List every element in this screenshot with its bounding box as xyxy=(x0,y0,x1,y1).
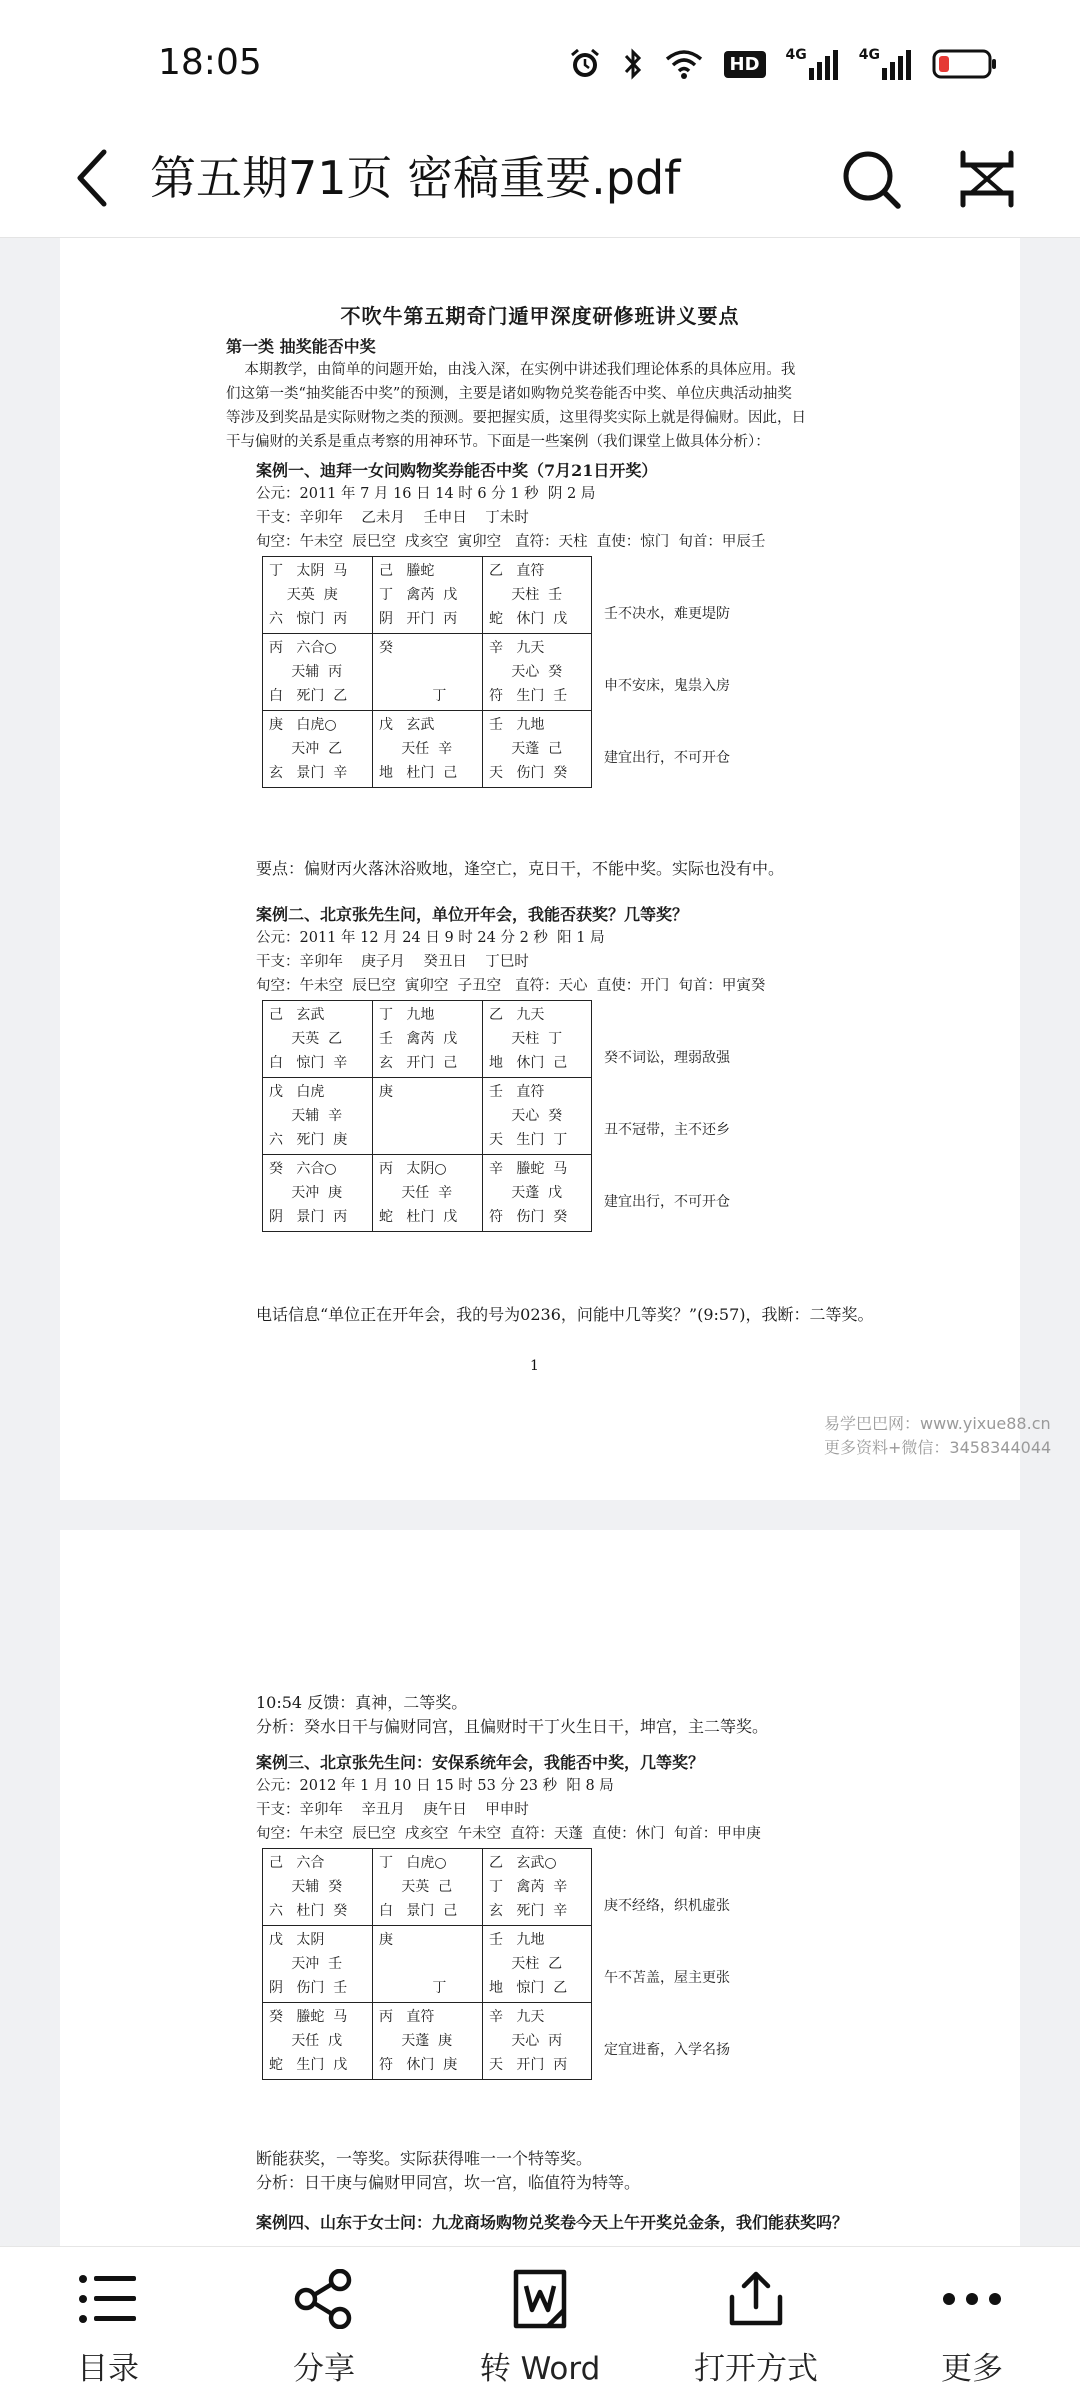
note-line: 定宜进畜，入学名扬 xyxy=(604,2042,730,2058)
palace-line: 丁 白虎○ xyxy=(379,1855,447,1871)
palace-line xyxy=(379,1952,476,1976)
case2-info-line: 旬空：午未空 辰巳空 寅卯空 子丑空 直符：天心 直使：开门 旬首：甲寅癸 xyxy=(256,978,766,994)
palace-line: 符 生门 壬 xyxy=(489,688,568,704)
palace-line: 己 六合 xyxy=(269,1855,325,1871)
case3-info-line: 干支：辛卯年 辛丑月 庚午日 甲申时 xyxy=(256,1802,529,1818)
palace-line: 丁 太阴 马 xyxy=(269,563,348,579)
palace-line: 天英 庚 xyxy=(269,587,338,603)
chart-palace xyxy=(372,557,482,633)
note-line: 建宜出行，不可开仓 xyxy=(604,1194,730,1210)
case3-analysis: 分析：日干庚与偏财甲同宫，坎一宫，临值符为特等。 xyxy=(256,2173,641,2192)
palace-line: 天冲 乙 xyxy=(269,741,343,757)
palace-line: 辛 九天 xyxy=(489,640,545,656)
note-line: 癸不词讼，理弱敌强 xyxy=(604,1050,730,1066)
case2-chart xyxy=(262,1000,592,1232)
palace-line: 戊 太阴 xyxy=(269,1932,325,1948)
chart-row xyxy=(262,633,592,710)
toolbar-label: 更多 xyxy=(941,2351,1003,2387)
watermark-line: 更多资料+微信：3458344044 xyxy=(824,1438,1052,1457)
more-icon xyxy=(940,2267,1004,2331)
toolbar-label: 目录 xyxy=(77,2351,139,2387)
palace-line: 蛇 生门 戊 xyxy=(269,2057,348,2073)
chart-palace xyxy=(372,1849,482,1925)
search-icon xyxy=(840,148,902,210)
case2-title: 案例二、北京张先生问，单位开年会，我能否获奖？几等奖？ xyxy=(256,905,689,924)
palace-line: 丙 六合○ xyxy=(269,640,337,656)
hd-icon: HD xyxy=(724,51,766,78)
palace-line: 天 伤门 癸 xyxy=(489,765,568,781)
palace-line xyxy=(379,1128,476,1152)
palace-line: 己 玄武 xyxy=(269,1007,325,1023)
open-with-icon xyxy=(724,2267,788,2331)
palace-line: 乙 玄武○ xyxy=(489,1855,557,1871)
chart-palace xyxy=(482,1001,592,1077)
chart-palace xyxy=(372,1926,482,2002)
case2-phone-info: 电话信息“单位正在开年会，我的号为0236，问能中几等奖？”(9:57)，我断：二等奖。 xyxy=(256,1305,874,1324)
palace-line: 癸 xyxy=(379,640,393,656)
palace-line: 天任 辛 xyxy=(379,1185,453,1201)
expand-button[interactable] xyxy=(952,144,1022,214)
chart-palace xyxy=(482,2003,592,2079)
chart-row xyxy=(262,1000,592,1077)
chart-palace xyxy=(372,1155,482,1231)
palace-line: 白 景门 己 xyxy=(379,1903,458,1919)
chart-palace xyxy=(372,711,482,787)
back-button[interactable] xyxy=(60,142,124,214)
palace-line: 癸 六合○ xyxy=(269,1161,337,1177)
case2-info-line: 公元：2011 年 12 月 24 日 9 时 24 分 2 秒 阳 1 局 xyxy=(256,930,605,946)
case4-title: 案例四、山东于女士问：九龙商场购物兑奖卷今天上午开奖兑金条，我们能获奖吗？ xyxy=(256,2213,849,2232)
case2-note xyxy=(604,998,730,1262)
palace-line: 壬 九地 xyxy=(489,1932,545,1948)
palace-line: 白 死门 乙 xyxy=(269,688,348,704)
status-icons xyxy=(568,44,998,84)
palace-line xyxy=(379,660,476,684)
section-title: 第一类 抽奖能否中奖 xyxy=(226,337,376,356)
palace-line: 丙 太阴○ xyxy=(379,1161,447,1177)
palace-line: 天柱 丁 xyxy=(489,1031,563,1047)
watermark-line: 易学巴巴网：www.yixue88.cn xyxy=(824,1414,1051,1433)
document-title: 第五期71页 密稿重要.pdf xyxy=(150,151,681,205)
chart-row xyxy=(262,710,592,788)
case2-info-line: 干支：辛卯年 庚子月 癸丑日 丁巳时 xyxy=(256,954,529,970)
intro-line: 本期教学，由简单的问题开始，由浅入深，在实例中讲述我们理论体系的具体应用。我 xyxy=(226,362,796,378)
case3-title: 案例三、北京张先生问：安保系统年会，我能否中奖，几等奖？ xyxy=(256,1753,705,1772)
case2-info xyxy=(256,926,765,998)
palace-line: 天英 乙 xyxy=(269,1031,343,1047)
intro-paragraph xyxy=(226,358,806,454)
palace-line: 符 休门 庚 xyxy=(379,2057,458,2073)
chart-palace xyxy=(262,2003,372,2079)
chart-palace xyxy=(372,1078,482,1154)
toc-button[interactable] xyxy=(0,2247,216,2400)
palace-line: 玄 景门 辛 xyxy=(269,765,348,781)
chart-palace xyxy=(482,1926,592,2002)
pdf-page-2 xyxy=(60,1530,1020,2246)
watermark xyxy=(824,1412,1051,1460)
palace-line: 天心 癸 xyxy=(489,664,563,680)
intro-line: 们这第一类“抽奖能否中奖”的预测，主要是诸如购物兑奖卷能否中奖、单位庆典活动抽奖 xyxy=(226,386,792,402)
intro-line: 干与偏财的关系是重点考察的用神环节。下面是一些案例（我们课堂上做具体分析）： xyxy=(226,434,770,450)
chart-palace xyxy=(482,1078,592,1154)
palace-line: 天辅 癸 xyxy=(269,1879,343,1895)
palace-line: 天柱 壬 xyxy=(489,587,563,603)
palace-line: 辛 螣蛇 马 xyxy=(489,1161,568,1177)
chart-palace xyxy=(262,557,372,633)
palace-line: 天 开门 丙 xyxy=(489,2057,568,2073)
alarm-icon xyxy=(568,47,602,81)
chart-palace xyxy=(482,1155,592,1231)
note-line: 丑不冠带，主不还乡 xyxy=(604,1122,730,1138)
intro-line: 等涉及到奖品是实际财物之类的预测。要把握实质，这里得奖实际上就是得偏财。因此，日 xyxy=(226,410,806,426)
wifi-icon xyxy=(664,48,704,80)
chevron-left-icon xyxy=(72,148,112,208)
share-icon xyxy=(292,2267,356,2331)
palace-line: 蛇 休门 戊 xyxy=(489,611,568,627)
open-with-button[interactable] xyxy=(648,2247,864,2400)
chart-palace xyxy=(262,1926,372,2002)
palace-line: 戊 玄武 xyxy=(379,717,435,733)
pdf-viewer[interactable] xyxy=(0,238,1080,2246)
palace-line: 天任 辛 xyxy=(379,741,453,757)
palace-line: 蛇 杜门 戊 xyxy=(379,1209,458,1225)
palace-line: 庚 白虎○ xyxy=(269,717,337,733)
feedback-text: 10:54 反馈：真神，二等奖。 xyxy=(256,1693,468,1712)
palace-line: 天蓬 庚 xyxy=(379,2033,453,2049)
palace-line: 己 螣蛇 xyxy=(379,563,435,579)
chart-palace xyxy=(262,711,372,787)
chart-palace xyxy=(482,1849,592,1925)
pdf-page-1 xyxy=(60,238,1020,1500)
battery-low-icon xyxy=(932,48,998,80)
palace-line: 六 惊门 丙 xyxy=(269,611,348,627)
palace-line xyxy=(379,1104,476,1128)
chart-row xyxy=(262,1077,592,1154)
status-bar xyxy=(0,0,1080,120)
case1-note xyxy=(604,554,730,818)
palace-line: 地 惊门 乙 xyxy=(489,1980,568,1996)
chart-palace xyxy=(262,1849,372,1925)
chart-palace xyxy=(262,1155,372,1231)
case3-info xyxy=(256,1774,761,1846)
palace-line: 玄 死门 辛 xyxy=(489,1903,568,1919)
palace-line: 庚 xyxy=(379,1932,393,1948)
note-line: 壬不决水，难更堤防 xyxy=(604,606,730,622)
toolbar-label: 转 Word xyxy=(479,2351,601,2387)
palace-line: 庚 xyxy=(379,1084,393,1100)
share-button[interactable] xyxy=(216,2247,432,2400)
chart-palace xyxy=(482,634,592,710)
chart-palace xyxy=(372,2003,482,2079)
palace-line: 壬 直符 xyxy=(489,1084,545,1100)
chart-row xyxy=(262,1925,592,2002)
chart-row xyxy=(262,1154,592,1232)
palace-line: 玄 开门 己 xyxy=(379,1055,458,1071)
case1-info xyxy=(256,482,765,554)
chart-palace xyxy=(262,634,372,710)
search-button[interactable] xyxy=(836,144,906,214)
convert-word-button[interactable] xyxy=(432,2247,648,2400)
palace-line: 丁 禽芮 辛 xyxy=(489,1879,568,1895)
palace-line: 乙 直符 xyxy=(489,563,545,579)
status-time: 18:05 xyxy=(158,42,262,83)
chart-palace xyxy=(482,557,592,633)
palace-line: 天任 戊 xyxy=(269,2033,343,2049)
app-bar xyxy=(0,120,1080,238)
case3-info-line: 旬空：午未空 辰巳空 戌亥空 午未空 直符：天蓬 直使：休门 旬首：甲申庚 xyxy=(256,1826,761,1842)
palace-line: 癸 螣蛇 马 xyxy=(269,2009,348,2025)
palace-line: 天辅 辛 xyxy=(269,1108,343,1124)
case1-info-line: 干支：辛卯年 乙未月 壬申日 丁未时 xyxy=(256,510,529,526)
palace-line: 天 生门 丁 xyxy=(489,1132,568,1148)
case3-info-line: 公元：2012 年 1 月 10 日 15 时 53 分 23 秒 阳 8 局 xyxy=(256,1778,614,1794)
case1-chart xyxy=(262,556,592,788)
list-icon xyxy=(76,2267,140,2331)
palace-line: 阴 景门 丙 xyxy=(269,1209,348,1225)
palace-line: 天英 己 xyxy=(379,1879,453,1895)
case1-key-point: 要点：偏财丙火落沐浴败地，逢空亡，克日干，不能中奖。实际也没有中。 xyxy=(256,859,785,878)
palace-line: 天冲 壬 xyxy=(269,1956,343,1972)
palace-line: 六 杜门 癸 xyxy=(269,1903,348,1919)
palace-line: 阴 开门 丙 xyxy=(379,611,458,627)
palace-line: 地 休门 己 xyxy=(489,1055,568,1071)
note-line: 建宜出行，不可开仓 xyxy=(604,750,730,766)
signal-4g-icon-2: 4G xyxy=(859,48,912,80)
note-line: 午不苫盖，屋主更张 xyxy=(604,1970,730,1986)
palace-line: 符 伤门 癸 xyxy=(489,1209,568,1225)
bluetooth-icon xyxy=(622,47,644,81)
palace-line: 丁 xyxy=(379,1980,447,1996)
palace-line: 丁 九地 xyxy=(379,1007,435,1023)
analysis-text: 分析：癸水日干与偏财同宫，且偏财时干丁火生日干，坤宫，主二等奖。 xyxy=(256,1717,769,1736)
palace-line: 丁 禽芮 戊 xyxy=(379,587,458,603)
convert-word-icon xyxy=(508,2267,572,2331)
chart-palace xyxy=(372,1001,482,1077)
more-button[interactable] xyxy=(864,2247,1080,2400)
palace-line: 壬 九地 xyxy=(489,717,545,733)
expand-icon xyxy=(959,149,1015,209)
note-line: 庚不经络，织机虚张 xyxy=(604,1898,730,1914)
chart-palace xyxy=(482,711,592,787)
palace-line: 丁 xyxy=(379,688,447,704)
palace-line: 天柱 乙 xyxy=(489,1956,563,1972)
toolbar-label: 打开方式 xyxy=(694,2351,818,2387)
palace-line: 天辅 丙 xyxy=(269,664,343,680)
palace-line: 壬 禽芮 戊 xyxy=(379,1031,458,1047)
chart-row xyxy=(262,556,592,633)
palace-line: 丙 直符 xyxy=(379,2009,435,2025)
palace-line: 天冲 庚 xyxy=(269,1185,343,1201)
case3-note xyxy=(604,1846,730,2110)
palace-line: 天蓬 戊 xyxy=(489,1185,563,1201)
chart-row xyxy=(262,2002,592,2080)
signal-4g-icon: 4G xyxy=(786,48,839,80)
toolbar-label: 分享 xyxy=(293,2351,355,2387)
chart-palace xyxy=(372,634,482,710)
chart-row xyxy=(262,1848,592,1925)
page-number: 1 xyxy=(530,1358,539,1374)
palace-line: 地 杜门 己 xyxy=(379,765,458,781)
palace-line: 天心 癸 xyxy=(489,1108,563,1124)
case1-title: 案例一、迪拜一女问购物奖券能否中奖（7月21日开奖） xyxy=(256,461,658,480)
chart-palace xyxy=(262,1078,372,1154)
palace-line: 天蓬 己 xyxy=(489,741,563,757)
palace-line: 辛 九天 xyxy=(489,2009,545,2025)
palace-line: 白 惊门 辛 xyxy=(269,1055,348,1071)
case3-chart xyxy=(262,1848,592,2080)
palace-line: 戊 白虎 xyxy=(269,1084,325,1100)
bottom-toolbar xyxy=(0,2246,1080,2400)
case3-result: 断能获奖，一等奖。实际获得唯一一个特等奖。 xyxy=(256,2149,593,2168)
palace-line: 天心 丙 xyxy=(489,2033,563,2049)
case1-info-line: 旬空：午未空 辰巳空 戌亥空 寅卯空 直符：天柱 直使：惊门 旬首：甲辰壬 xyxy=(256,534,766,550)
note-line: 申不安床，鬼祟入房 xyxy=(604,678,730,694)
chart-palace xyxy=(262,1001,372,1077)
doc-heading: 不吹牛第五期奇门遁甲深度研修班讲义要点 xyxy=(340,304,740,328)
palace-line: 阴 伤门 壬 xyxy=(269,1980,348,1996)
palace-line: 乙 九天 xyxy=(489,1007,545,1023)
case1-info-line: 公元：2011 年 7 月 16 日 14 时 6 分 1 秒 阴 2 局 xyxy=(256,486,596,502)
palace-line: 六 死门 庚 xyxy=(269,1132,348,1148)
